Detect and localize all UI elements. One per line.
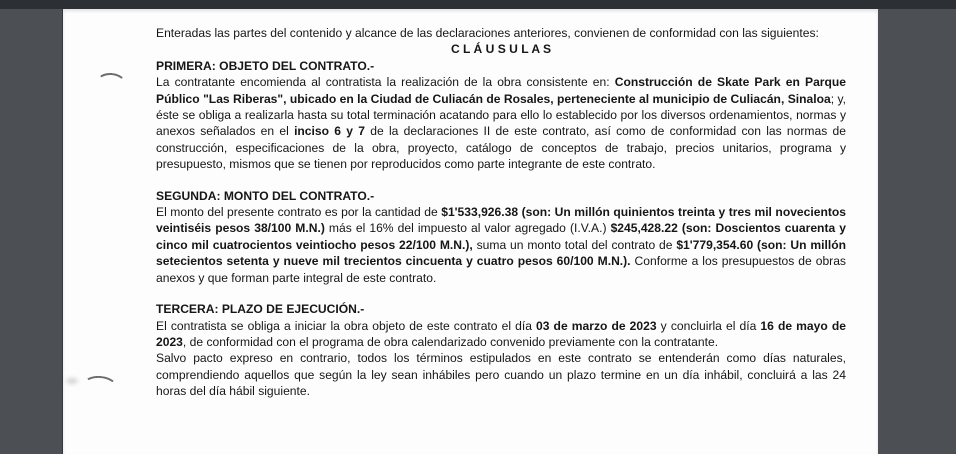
clause-segunda — [156, 188, 846, 286]
punch-hole-mark-top — [95, 72, 126, 95]
clause-primera-heading: PRIMERA: OBJETO DEL CONTRATO.- — [156, 58, 375, 73]
clause-segunda-body: El monto del presente contrato es por la cantidad de $1'533,926.38 (son: Un millón quinientos treinta y tres mil novecientos veintiséis pesos 38/100 M.N.) más el 16% del impuesto al valor agregado (I.V.A.) $245,428.22 (son: Doscientos cuarenta y cinco mil cuatrocientos veintiocho pesos 22/100 M.N.), suma un monto total del contrato de $1'779,354.60 (son: Un millón setecientos setenta y nueve mil trecientos cincuenta y cuatro pesos 60/100 M.N.). Conforme a los presupuestos de obras anexos y que forman parte integral de este contrato. — [156, 205, 847, 285]
clause-tercera-body-2: Salvo pacto expreso en contrario, todos los términos estipulados en este contrato se entenderán como días naturales, comprendiendo aquellos que según la ley sean inhábiles pero cuando un plazo termine en un día inhábil, concluirá a las 24 horas del día hábil siguiente. — [156, 351, 846, 399]
scan-smudge — [66, 378, 78, 384]
viewer-top-bar — [0, 0, 956, 9]
clause-primera — [156, 58, 846, 173]
intro-paragraph: Enteradas las partes del contenido y alcance de las declaraciones anteriores, convienen de conformidad con las siguientes: — [156, 26, 819, 40]
clause-segunda-heading: SEGUNDA: MONTO DEL CONTRATO.- — [156, 188, 375, 203]
clause-tercera-body: El contratista se obliga a iniciar la obra objeto de este contrato el día 03 de marzo de 2023 y concluirla el día 16 de mayo de 2023, de conformidad con el programa de obra calendarizado convenido previamente con la contratante. — [156, 318, 846, 349]
clause-primera-body: La contratante encomienda al contratista la realización de la obra consistente en: Construcción de Skate Park en Parque Público "Las Riberas", ubicado en la Ciudad de Culiacán de Rosales, perteneciente al municipio de Culiacán, Sinaloa; y, éste se obliga a realizarla hasta su total terminación acatando para ello lo establecido por los diversos ordenamientos, normas y anexos señalados en el inciso 6 y 7 de la declaraciones II de este contrato, así como de conformidad con las normas de construcción, especificaciones de la obra, proyecto, catálogo de conceptos de trabajo, precios unitarios, programa y presupuesto, mismos que se tienen por reproducidos como parte integrante de este contrato. — [156, 75, 846, 172]
clause-tercera — [156, 301, 846, 399]
clause-tercera-heading: TERCERA: PLAZO DE EJECUCIÓN.- — [156, 302, 365, 317]
contract-text-block — [156, 9, 846, 400]
clauses-heading: C L Á U S U L A S — [450, 42, 552, 57]
punch-hole-mark-bottom — [82, 375, 118, 398]
document-page — [62, 9, 878, 454]
